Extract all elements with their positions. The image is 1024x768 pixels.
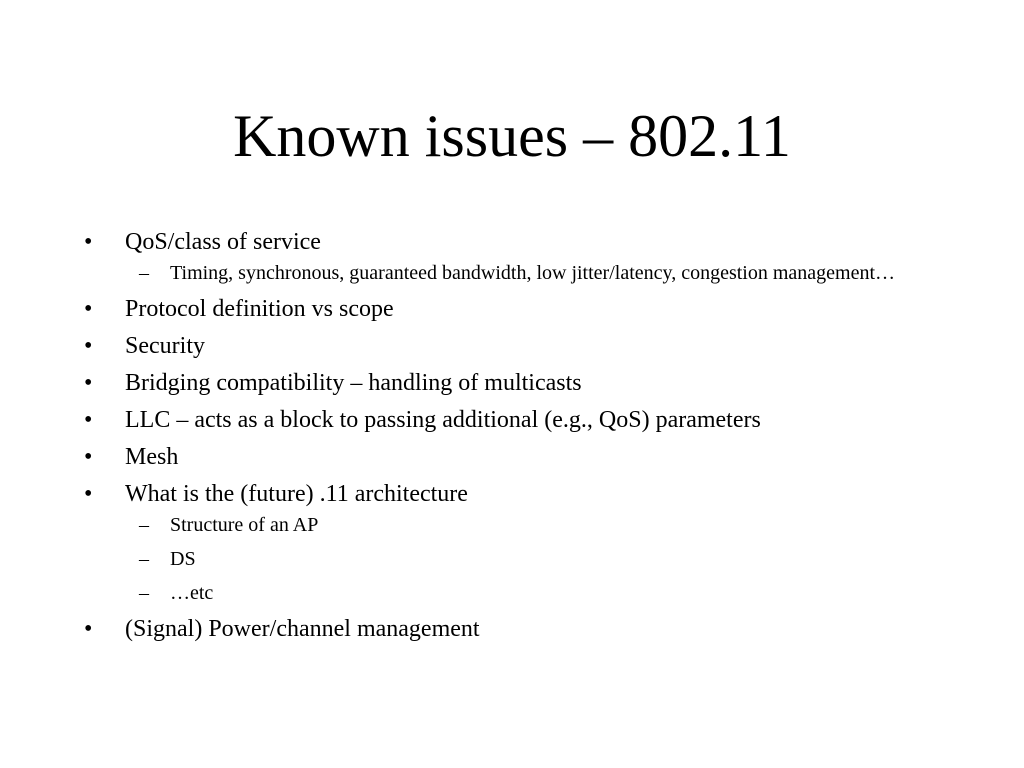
bullet-text: LLC – acts as a block to passing additional (e.g., QoS) parameters [125,407,761,433]
sub-bullet-text: Structure of an AP [170,514,319,536]
bullet-item [84,615,964,644]
bullet-text: Protocol definition vs scope [125,296,394,322]
bullet-item [84,332,964,361]
bullet-marker: • [84,407,93,433]
bullet-item [84,295,964,324]
bullet-item [84,228,964,285]
bullet-item [84,369,964,398]
sub-bullet-marker: – [139,548,149,570]
sub-bullet-marker: – [139,514,149,536]
sub-bullet-text: Timing, synchronous, guaranteed bandwidth, low jitter/latency, congestion management… [170,262,896,284]
bullet-item [84,443,964,472]
sub-bullet-marker: – [139,582,149,604]
sub-bullet-item [125,547,964,571]
bullet-marker: • [84,229,93,255]
bullet-marker: • [84,296,93,322]
slide-title: Known issues – 802.11 [233,103,791,169]
bullet-marker: • [84,616,93,642]
sub-bullet-list [125,513,964,605]
bullet-text: Security [125,333,205,359]
bullet-marker: • [84,370,93,396]
bullet-marker: • [84,481,93,507]
sub-bullet-text: DS [170,548,196,570]
sub-bullet-item [125,261,964,285]
bullet-text: Mesh [125,444,179,470]
sub-bullet-list [125,261,964,285]
bullet-text: Bridging compatibility – handling of multicasts [125,370,582,396]
sub-bullet-text: …etc [170,582,214,604]
bullet-item [84,406,964,435]
bullet-item [84,480,964,605]
bullet-text: QoS/class of service [125,229,321,255]
sub-bullet-item [125,581,964,605]
bullet-text: What is the (future) .11 architecture [125,481,468,507]
bullet-marker: • [84,444,93,470]
bullet-marker: • [84,333,93,359]
bullet-text: (Signal) Power/channel management [125,616,480,642]
bullet-list [84,228,964,652]
sub-bullet-marker: – [139,262,149,284]
sub-bullet-item [125,513,964,537]
